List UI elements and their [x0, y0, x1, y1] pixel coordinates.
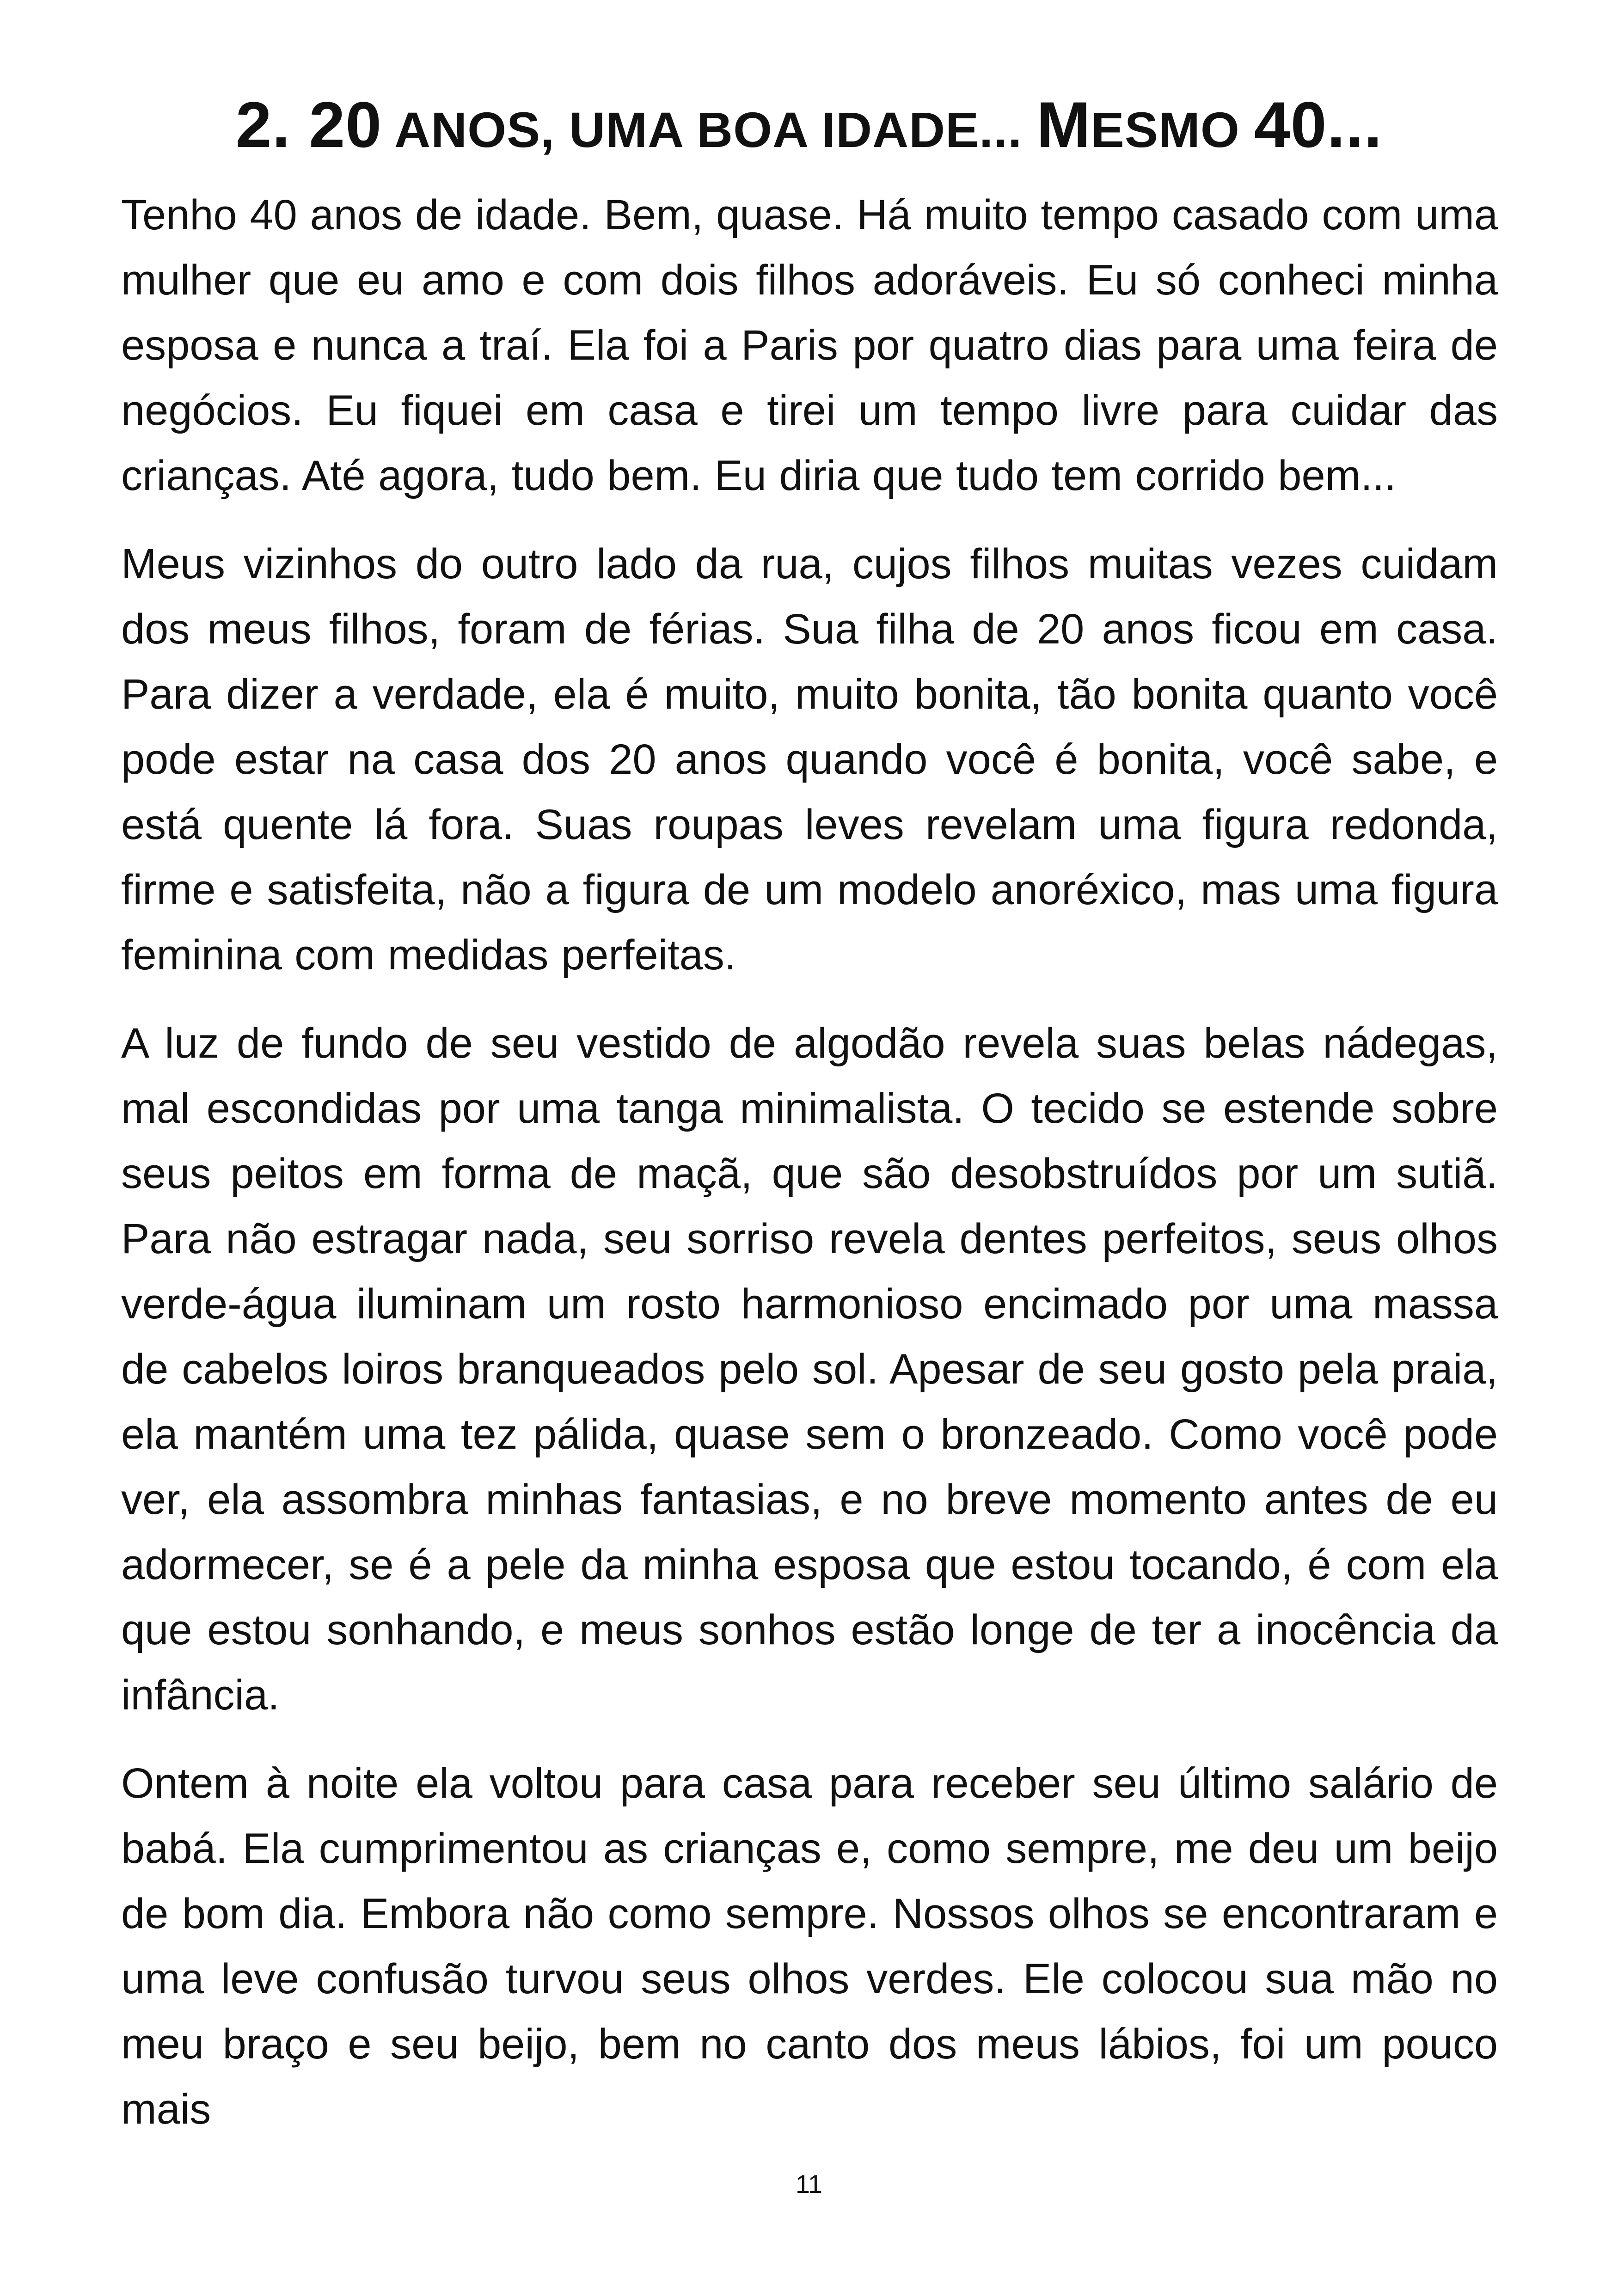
title-part: 40...: [1254, 88, 1383, 161]
paragraph: Tenho 40 anos de idade. Bem, quase. Há muito tempo casado com uma mulher que eu amo e com dois filhos adoráveis. Eu só conheci minha esposa e nunca a traí. Ela foi a Paris por quatro dias para uma feira de negócios. Eu fiquei em casa e tirei um tempo livre para cuidar das crianças. Até agora, tudo bem. Eu diria que tudo tem corrido bem...: [121, 191, 1498, 499]
title-part: ANOS, UMA BOA IDADE...: [382, 102, 1037, 158]
page-number: 11: [795, 2169, 823, 2198]
paragraph: Meus vizinhos do outro lado da rua, cujos filhos muitas vezes cuidam dos meus filhos, foram de férias. Sua filha de 20 anos ficou em casa. Para dizer a verdade, ela é muito, muito bonita, tão bonita quanto você pode estar na casa dos 20 anos quando você é bonita, você sabe, e está quente lá fora. Suas roupas leves revelam uma figura redonda, firme e satisfeita, não a figura de um modelo anoréxico, mas uma figura feminina com medidas perfeitas.: [121, 540, 1498, 979]
title-part: M: [1036, 88, 1091, 161]
title-part: 20: [309, 88, 382, 161]
chapter-body: [121, 183, 1498, 2165]
chapter-title: [120, 86, 1498, 169]
chapter-number: 2.: [235, 88, 291, 161]
paragraph: A luz de fundo de seu vestido de algodão revela suas belas nádegas, mal escondidas por uma tanga minimalista. O tecido se estende sobre seus peitos em forma de maçã, que são desobstruídos por um sutiã. Para não estragar nada, seu sorriso revela dentes perfeitos, seus olhos verde-água iluminam um rosto harmonioso encimado por uma massa de cabelos loiros branqueados pelo sol. Apesar de seu gosto pela praia, ela mantém uma tez pálida, quase sem o bronzeado. Como você pode ver, ela assombra minhas fantasias, e no breve momento antes de eu adormecer, se é a pele da minha esposa que estou tocando, é com ela que estou sonhando, e meus sonhos estão longe de ter a inocência da infância.: [121, 1020, 1498, 1719]
paragraph: Ontem à noite ela voltou para casa para receber seu último salário de babá. Ela cumprimentou as crianças e, como sempre, me deu um beijo de bom dia. Embora não como sempre. Nossos olhos se encontraram e uma leve confusão turvou seus olhos verdes. Ele colocou sua mão no meu braço e seu beijo, bem no canto dos meus lábios, foi um pouco mais: [121, 1760, 1498, 2133]
title-part: ESMO: [1091, 102, 1254, 158]
